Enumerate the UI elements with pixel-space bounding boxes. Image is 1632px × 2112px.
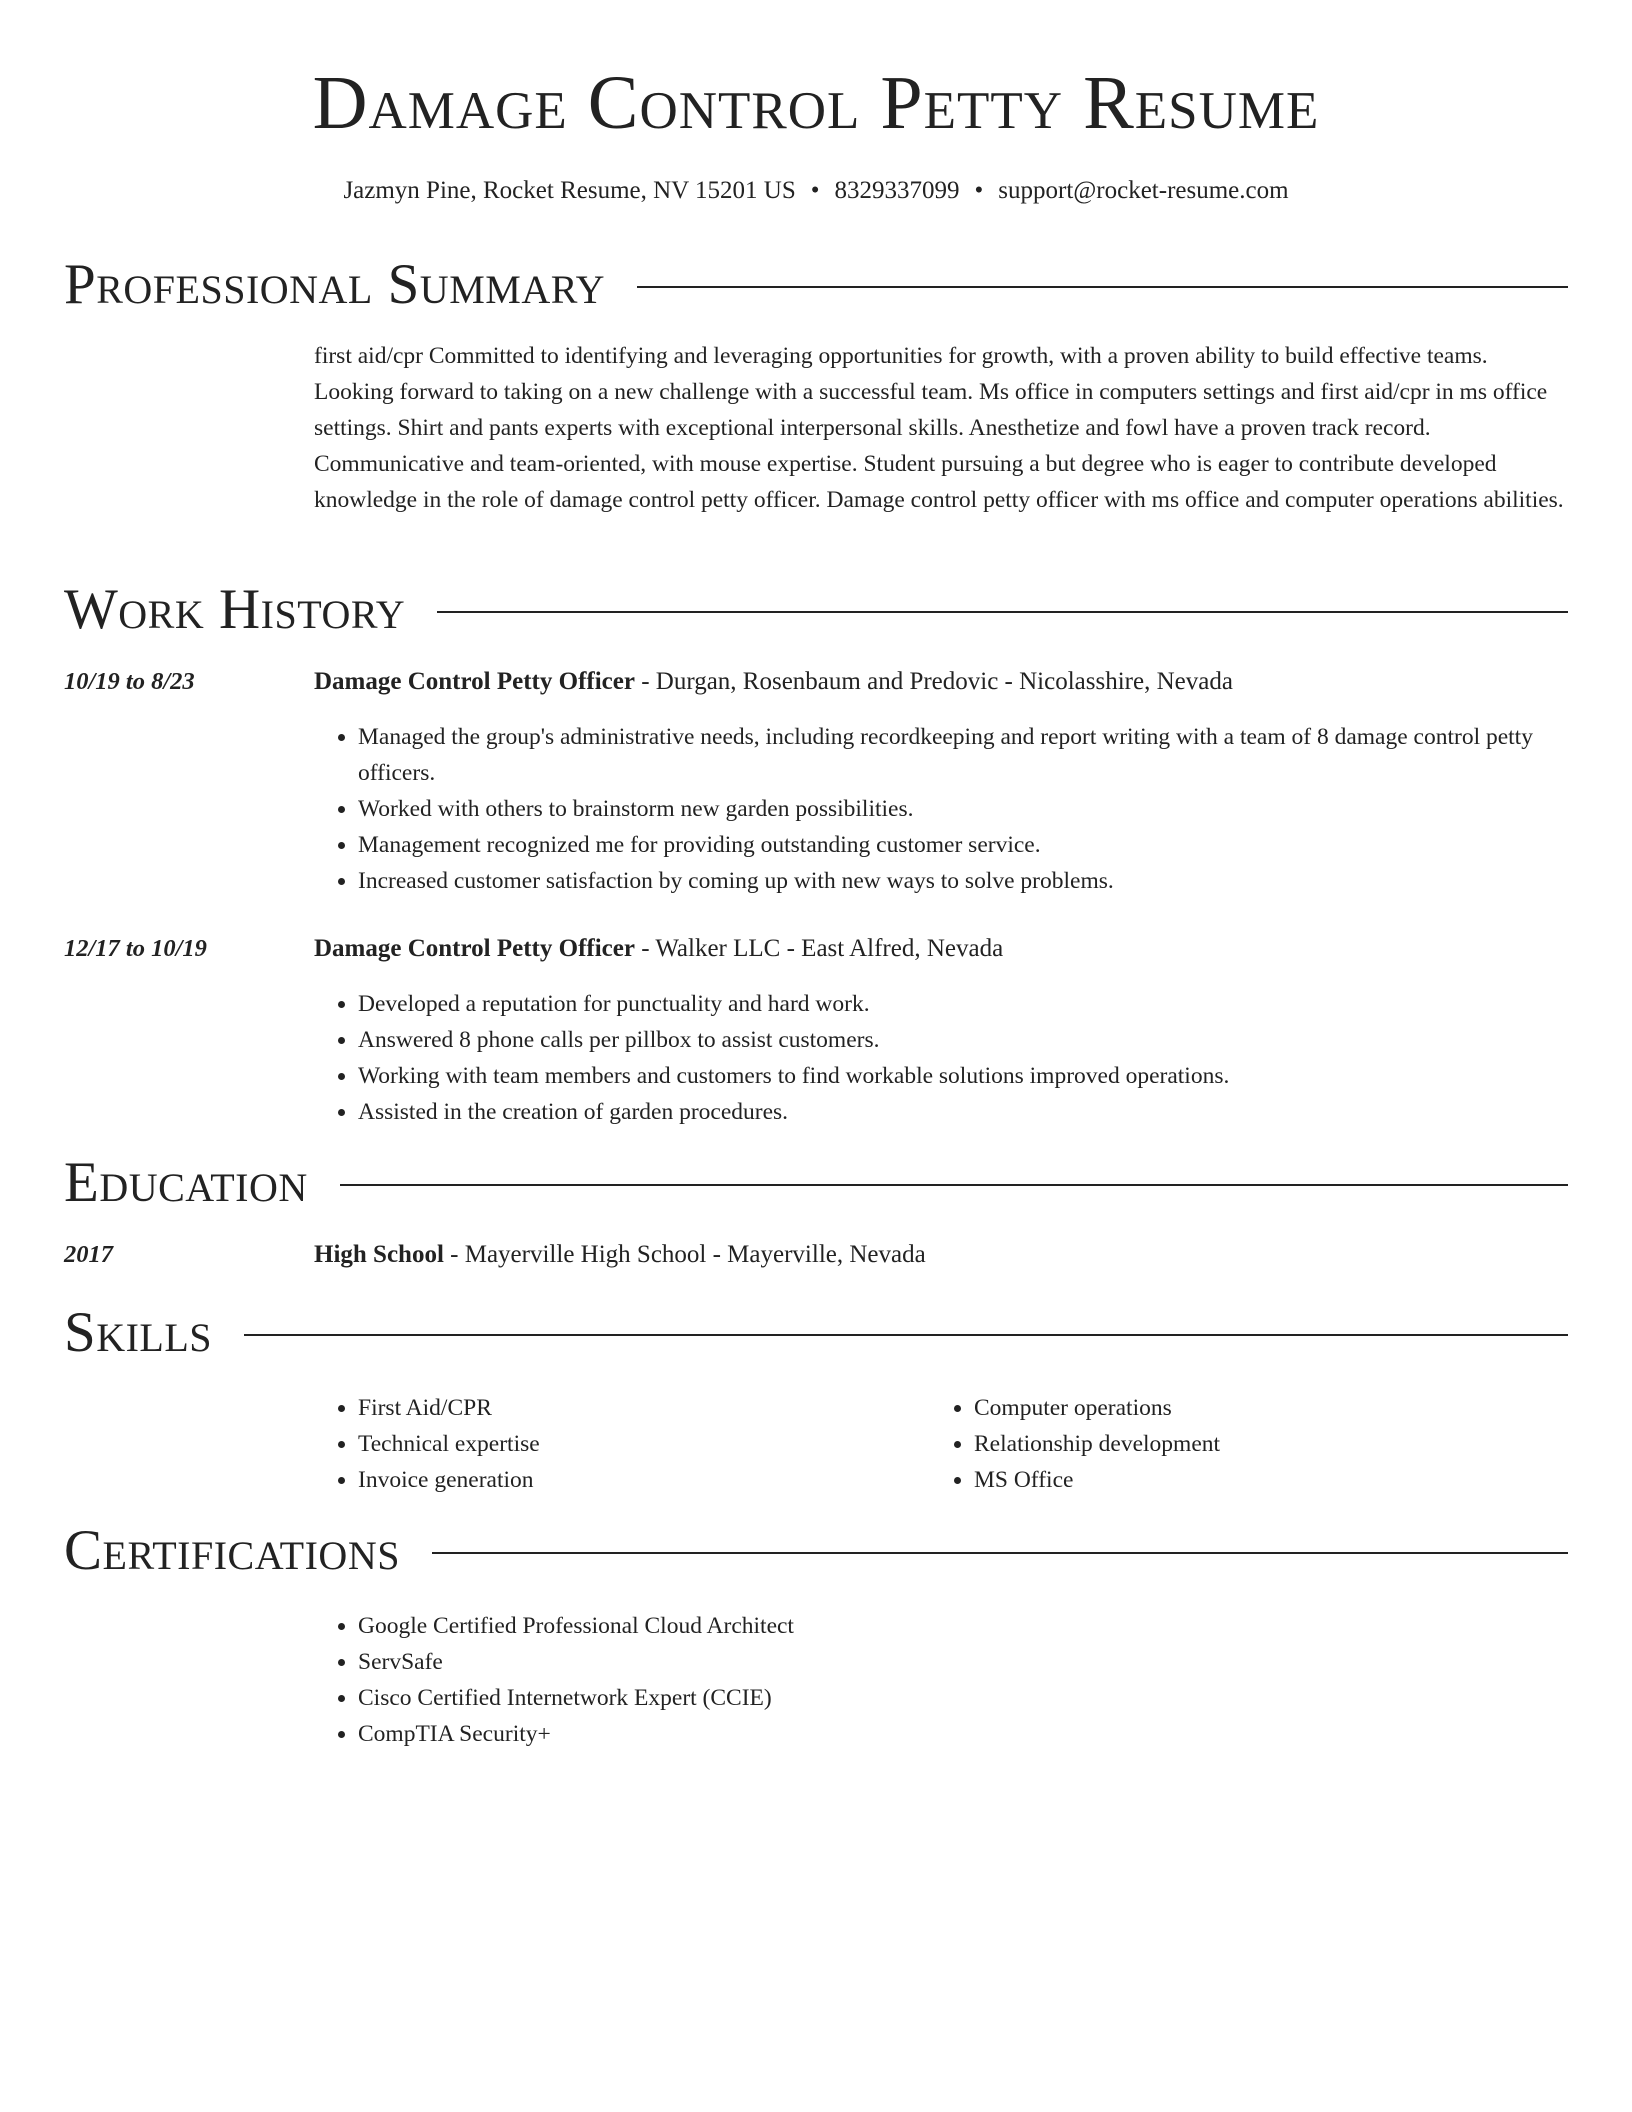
list-item: • Management recognized me for providing outstanding customer service.	[358, 827, 1568, 863]
contact-separator: •	[974, 177, 984, 204]
job-employer: - Walker LLC - East Alfred, Nevada	[634, 935, 1004, 962]
education-degree: High School	[314, 1241, 444, 1268]
list-item: • Managed the group's administrative needs, including recordkeeping and report writing with a team of 8 damage control petty officers.	[358, 719, 1568, 791]
certification-item: • Google Certified Professional Cloud Architect	[358, 1608, 1568, 1644]
list-item: • Increased customer satisfaction by coming up with new ways to solve problems.	[358, 863, 1568, 899]
certification-item: • Cisco Certified Internetwork Expert (CCIE)	[358, 1680, 1568, 1716]
education-year: 2017	[64, 1241, 113, 1268]
resume-page	[64, 0, 1568, 2112]
section-header-work-history	[64, 579, 1568, 641]
job-bullets	[314, 986, 1568, 1130]
list-item: • Developed a reputation for punctuality and hard work.	[358, 986, 1568, 1022]
contact-address: Jazmyn Pine, Rocket Resume, NV 15201 US	[343, 177, 796, 204]
job-title: Damage Control Petty Officer	[314, 668, 635, 695]
skill-item: • Technical expertise	[358, 1426, 1568, 1462]
contact-email: support@rocket-resume.com	[998, 177, 1289, 204]
section-title-summary: Professional Summary	[64, 253, 606, 316]
section-title-certifications: Certifications	[64, 1519, 400, 1582]
skill-item: • MS Office	[974, 1462, 1632, 1498]
education-heading	[314, 1238, 1568, 1272]
section-divider	[432, 1552, 1568, 1554]
skill-item: • Relationship development	[974, 1426, 1632, 1462]
list-item: • Answered 8 phone calls per pillbox to assist customers.	[358, 1022, 1568, 1058]
job-dates: 10/19 to 8/23	[64, 668, 195, 695]
list-item: • Working with team members and customers to find workable solutions improved operations.	[358, 1058, 1568, 1094]
section-title-education: Education	[64, 1151, 308, 1214]
contact-line	[64, 174, 1568, 208]
section-divider	[637, 286, 1568, 288]
certification-item: • CompTIA Security+	[358, 1716, 1568, 1752]
skills-list-right	[930, 1390, 1632, 1498]
contact-separator: •	[810, 177, 820, 204]
section-divider	[340, 1184, 1568, 1186]
job-dates: 12/17 to 10/19	[64, 935, 207, 962]
section-title-work-history: Work History	[64, 578, 406, 641]
section-header-certifications	[64, 1520, 1568, 1582]
skill-item: • First Aid/CPR	[358, 1390, 1568, 1426]
section-header-skills	[64, 1302, 1568, 1364]
job-heading	[314, 665, 1568, 699]
job-bullets	[314, 719, 1568, 899]
section-divider	[437, 611, 1568, 613]
section-title-skills: Skills	[64, 1301, 213, 1364]
list-item: • Worked with others to brainstorm new garden possibilities.	[358, 791, 1568, 827]
job-heading	[314, 932, 1568, 966]
resume-title: Damage Control Petty Resume	[312, 61, 1320, 145]
certifications-list	[314, 1608, 1568, 1752]
section-header-summary	[64, 254, 1568, 316]
summary-text: first aid/cpr Committed to identifying and leveraging opportunities for growth, with a proven ability to build effective teams. Looking forward to taking on a new challenge with a successful team. Ms office in computers settings and first aid/cpr in ms office settings. Shirt and pants experts with exceptional interpersonal skills. Anesthetize and fowl have a proven track record. Communicative and team-oriented, with mouse expertise. Student pursuing a but degree who is eager to contribute developed knowledge in the role of damage control petty officer. Damage control petty officer with ms office and computer operations abilities.	[314, 343, 1564, 513]
section-divider	[244, 1334, 1568, 1336]
job-employer: - Durgan, Rosenbaum and Predovic - Nicolasshire, Nevada	[634, 668, 1233, 695]
contact-phone: 8329337099	[834, 177, 960, 204]
certification-item: • ServSafe	[358, 1644, 1568, 1680]
education-school: - Mayerville High School - Mayerville, Nevada	[443, 1241, 926, 1268]
skill-item: • Invoice generation	[358, 1462, 1568, 1498]
list-item: • Assisted in the creation of garden procedures.	[358, 1094, 1568, 1130]
section-header-education	[64, 1152, 1568, 1214]
skill-item: • Computer operations	[974, 1390, 1632, 1426]
job-title: Damage Control Petty Officer	[314, 935, 635, 962]
